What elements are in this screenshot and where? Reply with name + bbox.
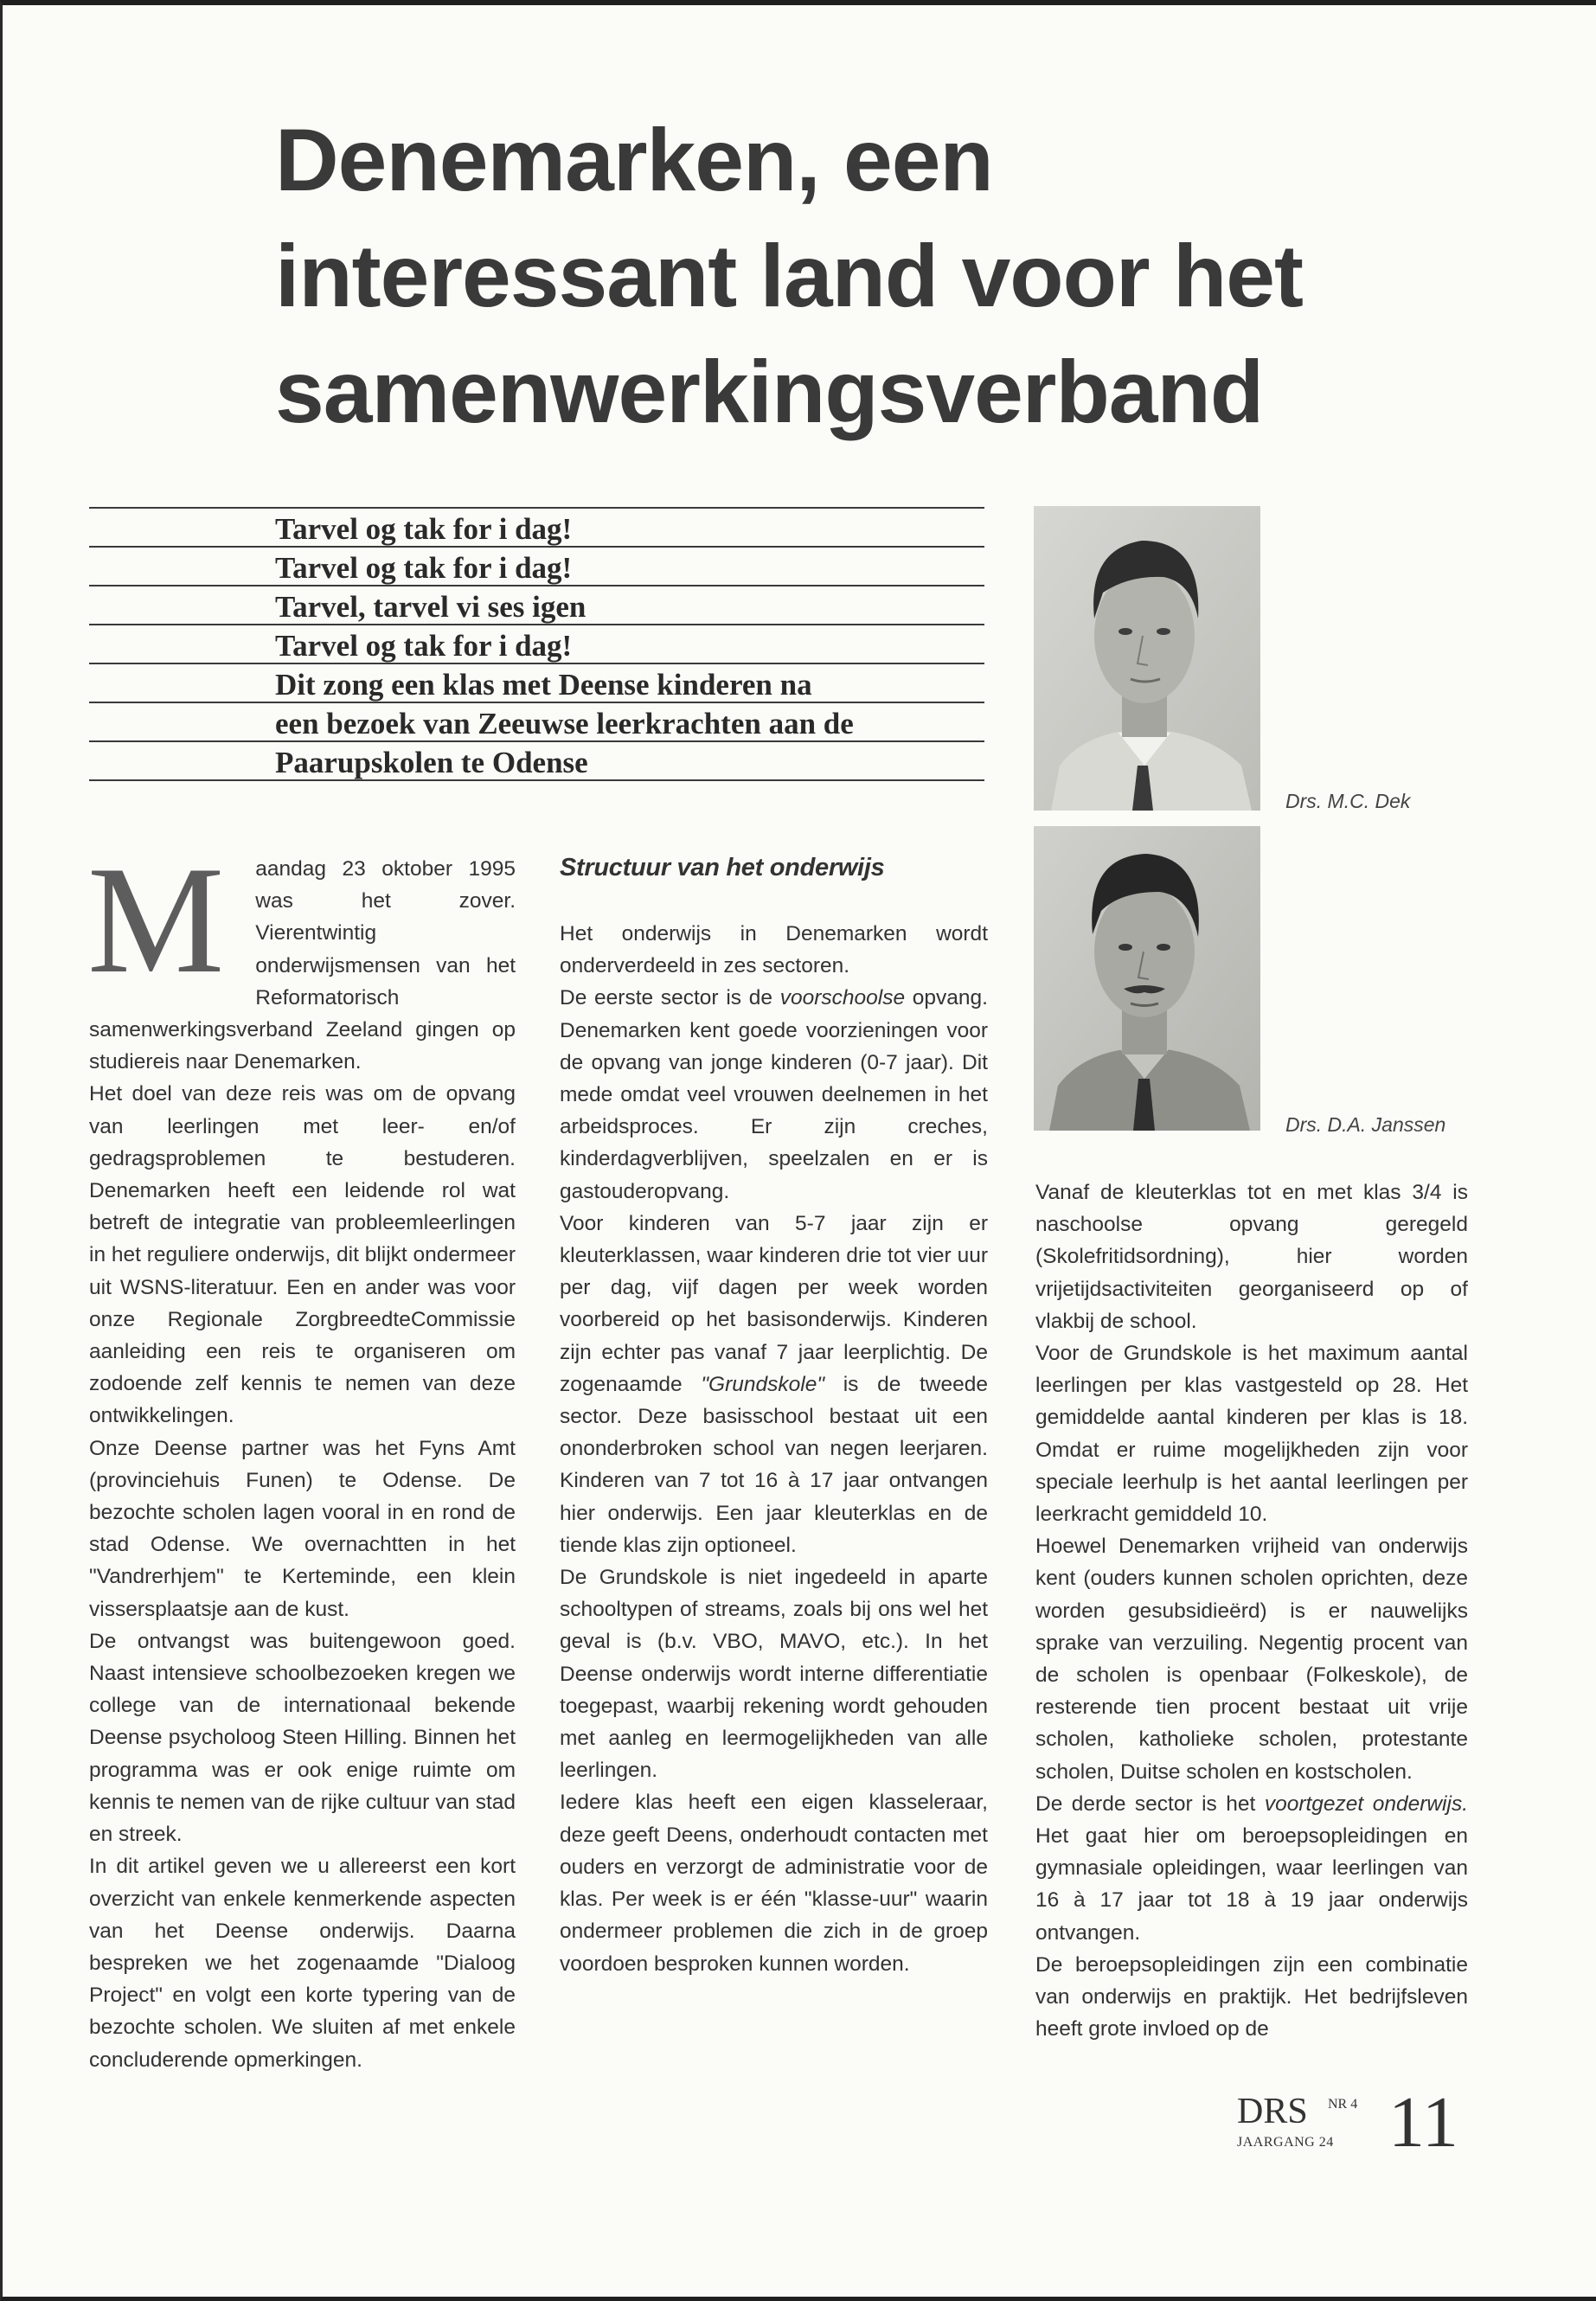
paragraph: Het onderwijs in Denemarken wordt onderverdeeld in zes sectoren.	[560, 922, 988, 978]
photo-caption: Drs. M.C. Dek	[1285, 790, 1411, 812]
section-heading: Structuur van het onderwijs	[560, 854, 885, 881]
paragraph: Onze Deense partner was het Fyns Amt (provinciehuis Funen) te Odense. De bezochte scholen lagen vooral in en rond de stad Odense. We overnachtten in het "Vandrerhjem" te Kerteminde, een klein vissersplaatsje aan de kust.	[89, 1436, 516, 1621]
paragraph: Vanaf de kleuterklas tot en met klas 3/4 is naschoolse opvang geregeld (Skolefritidsordning), hier worden vrijetijdsactiviteiten georganiseerd op of vlakbij de school.	[1035, 1181, 1468, 1333]
title-line: samenwerkingsverband	[275, 343, 1264, 441]
paragraph: De Grundskole is niet ingedeeld in aparte schooltypen of streams, zoals bij ons wel het geval is (b.v. VBO, MAVO, etc.). In het Deense onderwijs wordt interne differentiatie toegepast, waarbij rekening wordt gehouden met aanleg en leermogelijkheden van alle leerlingen.	[560, 1566, 988, 1783]
paragraph: aandag 23 oktober 1995 was het zover. Vierentwintig onderwijsmensen van het Reformatorisch samenwerkingsverband Zeeland gingen op studiereis naar Denemarken.	[89, 857, 516, 1074]
song-line: Tarvel og tak for i dag!	[89, 509, 984, 548]
title-line: interessant land voor het	[275, 227, 1303, 325]
article-column-2	[560, 853, 988, 1980]
song-line: Paarupskolen te Odense	[89, 742, 984, 781]
portrait-photo-dek	[1034, 506, 1260, 811]
drop-cap: M	[87, 834, 225, 1005]
issue-number: NR 4	[1328, 2097, 1358, 2112]
song-line: Tarvel, tarvel vi ses igen	[89, 586, 984, 625]
portrait-dek-illustration	[1034, 506, 1260, 811]
paragraph: Voor kinderen van 5-7 jaar zijn er kleuterklassen, waar kinderen drie tot vier uur per dag, vijf dagen per week worden voorbereid op het basisonderwijs. Kinderen zijn echter pas vanaf 7 jaar leerplichtig. De zogenaamde "Grundskole" is de tweede sector. Deze basisschool bestaat uit een ononderbroken school van negen leerjaren. Kinderen van 7 tot 16 à 17 jaar ontvangen hier onderwijs. Een jaar kleuterklas en de tiende klas zijn optioneel.	[560, 1211, 988, 1557]
magazine-name: DRS	[1237, 2092, 1308, 2131]
article-title	[275, 102, 1547, 450]
page-folio	[1237, 2082, 1471, 2163]
article-column-1	[87, 834, 516, 2076]
portrait-photo-janssen	[1034, 826, 1260, 1131]
photo-caption: Drs. D.A. Janssen	[1285, 1113, 1446, 1136]
paragraph: De derde sector is het voortgezet onderwijs. Het gaat hier om beroepsopleidingen en gymnasiale opleidingen, waar leerlingen van 16 à 17 jaar tot 18 à 19 jaar onderwijs ontvangen.	[1035, 1791, 1469, 1945]
title-line: Denemarken, een	[275, 111, 993, 209]
opening-paragraph	[87, 834, 516, 1078]
paragraph: Het doel van deze reis was om de opvang van leerlingen met leer- en/of gedragsproblemen te bestuderen. Denemarken heeft een leidende rol wat betreft de integratie van probleemleerlingen in het reguliere onderwijs, dit blijkt ondermeer uit WSNS-literatuur. Een en ander was voor onze Regionale ZorgbreedteCommissie aanleiding een reis te organiseren om zodoende zelf kennis te nemen van deze ontwikkelingen.	[89, 1082, 516, 1428]
paragraph: In dit artikel geven we u allereerst een kort overzicht van enkele kenmerkende aspecten van het Deense onderwijs. Daarna bespreken we het zogenaamde "Dialoog Project" en volgt een korte typering van de bezochte scholen. We sluiten af met enkele concluderende opmerkingen.	[89, 1855, 516, 2072]
intro-song-block	[89, 507, 984, 781]
page-number: 11	[1388, 2082, 1458, 2163]
paragraph: Iedere klas heeft een eigen klasseleraar, deze geeft Deens, onderhoudt contacten met ouders en verzorgt de administratie voor de klas. Per week is er één "klasse-uur" waarin ondermeer problemen die zich in de groep voordoen besproken kunnen worden.	[560, 1791, 988, 1976]
paragraph: Voor de Grundskole is het maximum aantal leerlingen per klas vastgesteld op 28. Het gemiddelde aantal kinderen per klas is 18. Omdat er ruime mogelijkheden zijn voor speciale leerhulp is het aantal leerlingen per leerkracht gemiddeld 10.	[1035, 1342, 1468, 1527]
paragraph: De ontvangst was buitengewoon goed. Naast intensieve schoolbezoeken kregen we college van de internationaal bekende Deense psycholoog Steen Hilling. Binnen het programma was er ook enige ruimte om kennis te nemen van de rijke cultuur van stad en streek.	[89, 1629, 516, 1847]
paragraph: De eerste sector is de voorschoolse opvang. Denemarken kent goede voorzieningen voor de opvang van jonge kinderen (0-7 jaar). Dit mede omdat veel vrouwen deelnemen in het arbeidsproces. Er zijn creches, kinderdagverblijven, speelzalen en er is gastouderopvang.	[560, 986, 988, 1203]
paragraph: De beroepsopleidingen zijn een combinatie van onderwijs en praktijk. Het bedrijfsleven heeft grote invloed op de	[1035, 1952, 1468, 2041]
article-column-3	[1035, 1176, 1468, 2045]
song-line: Tarvel og tak for i dag!	[89, 625, 984, 664]
portrait-janssen-illustration	[1034, 826, 1260, 1131]
paragraph: Hoewel Denemarken vrijheid van onderwijs kent (ouders kunnen scholen oprichten, deze worden gesubsidieërd) is er nauwelijks sprake van verzuiling. Negentig procent van de scholen is openbaar (Folkeskole), de resterende tien procent bestaat uit vrije scholen, katholieke scholen, protestante scholen, Duitse scholen en kostscholen.	[1035, 1535, 1468, 1784]
song-line: een bezoek van Zeeuwse leerkrachten aan de	[89, 703, 984, 742]
volume-label: JAARGANG 24	[1237, 2135, 1334, 2150]
song-line: Tarvel og tak for i dag!	[89, 548, 984, 586]
song-line: Dit zong een klas met Deense kinderen na	[89, 664, 984, 703]
